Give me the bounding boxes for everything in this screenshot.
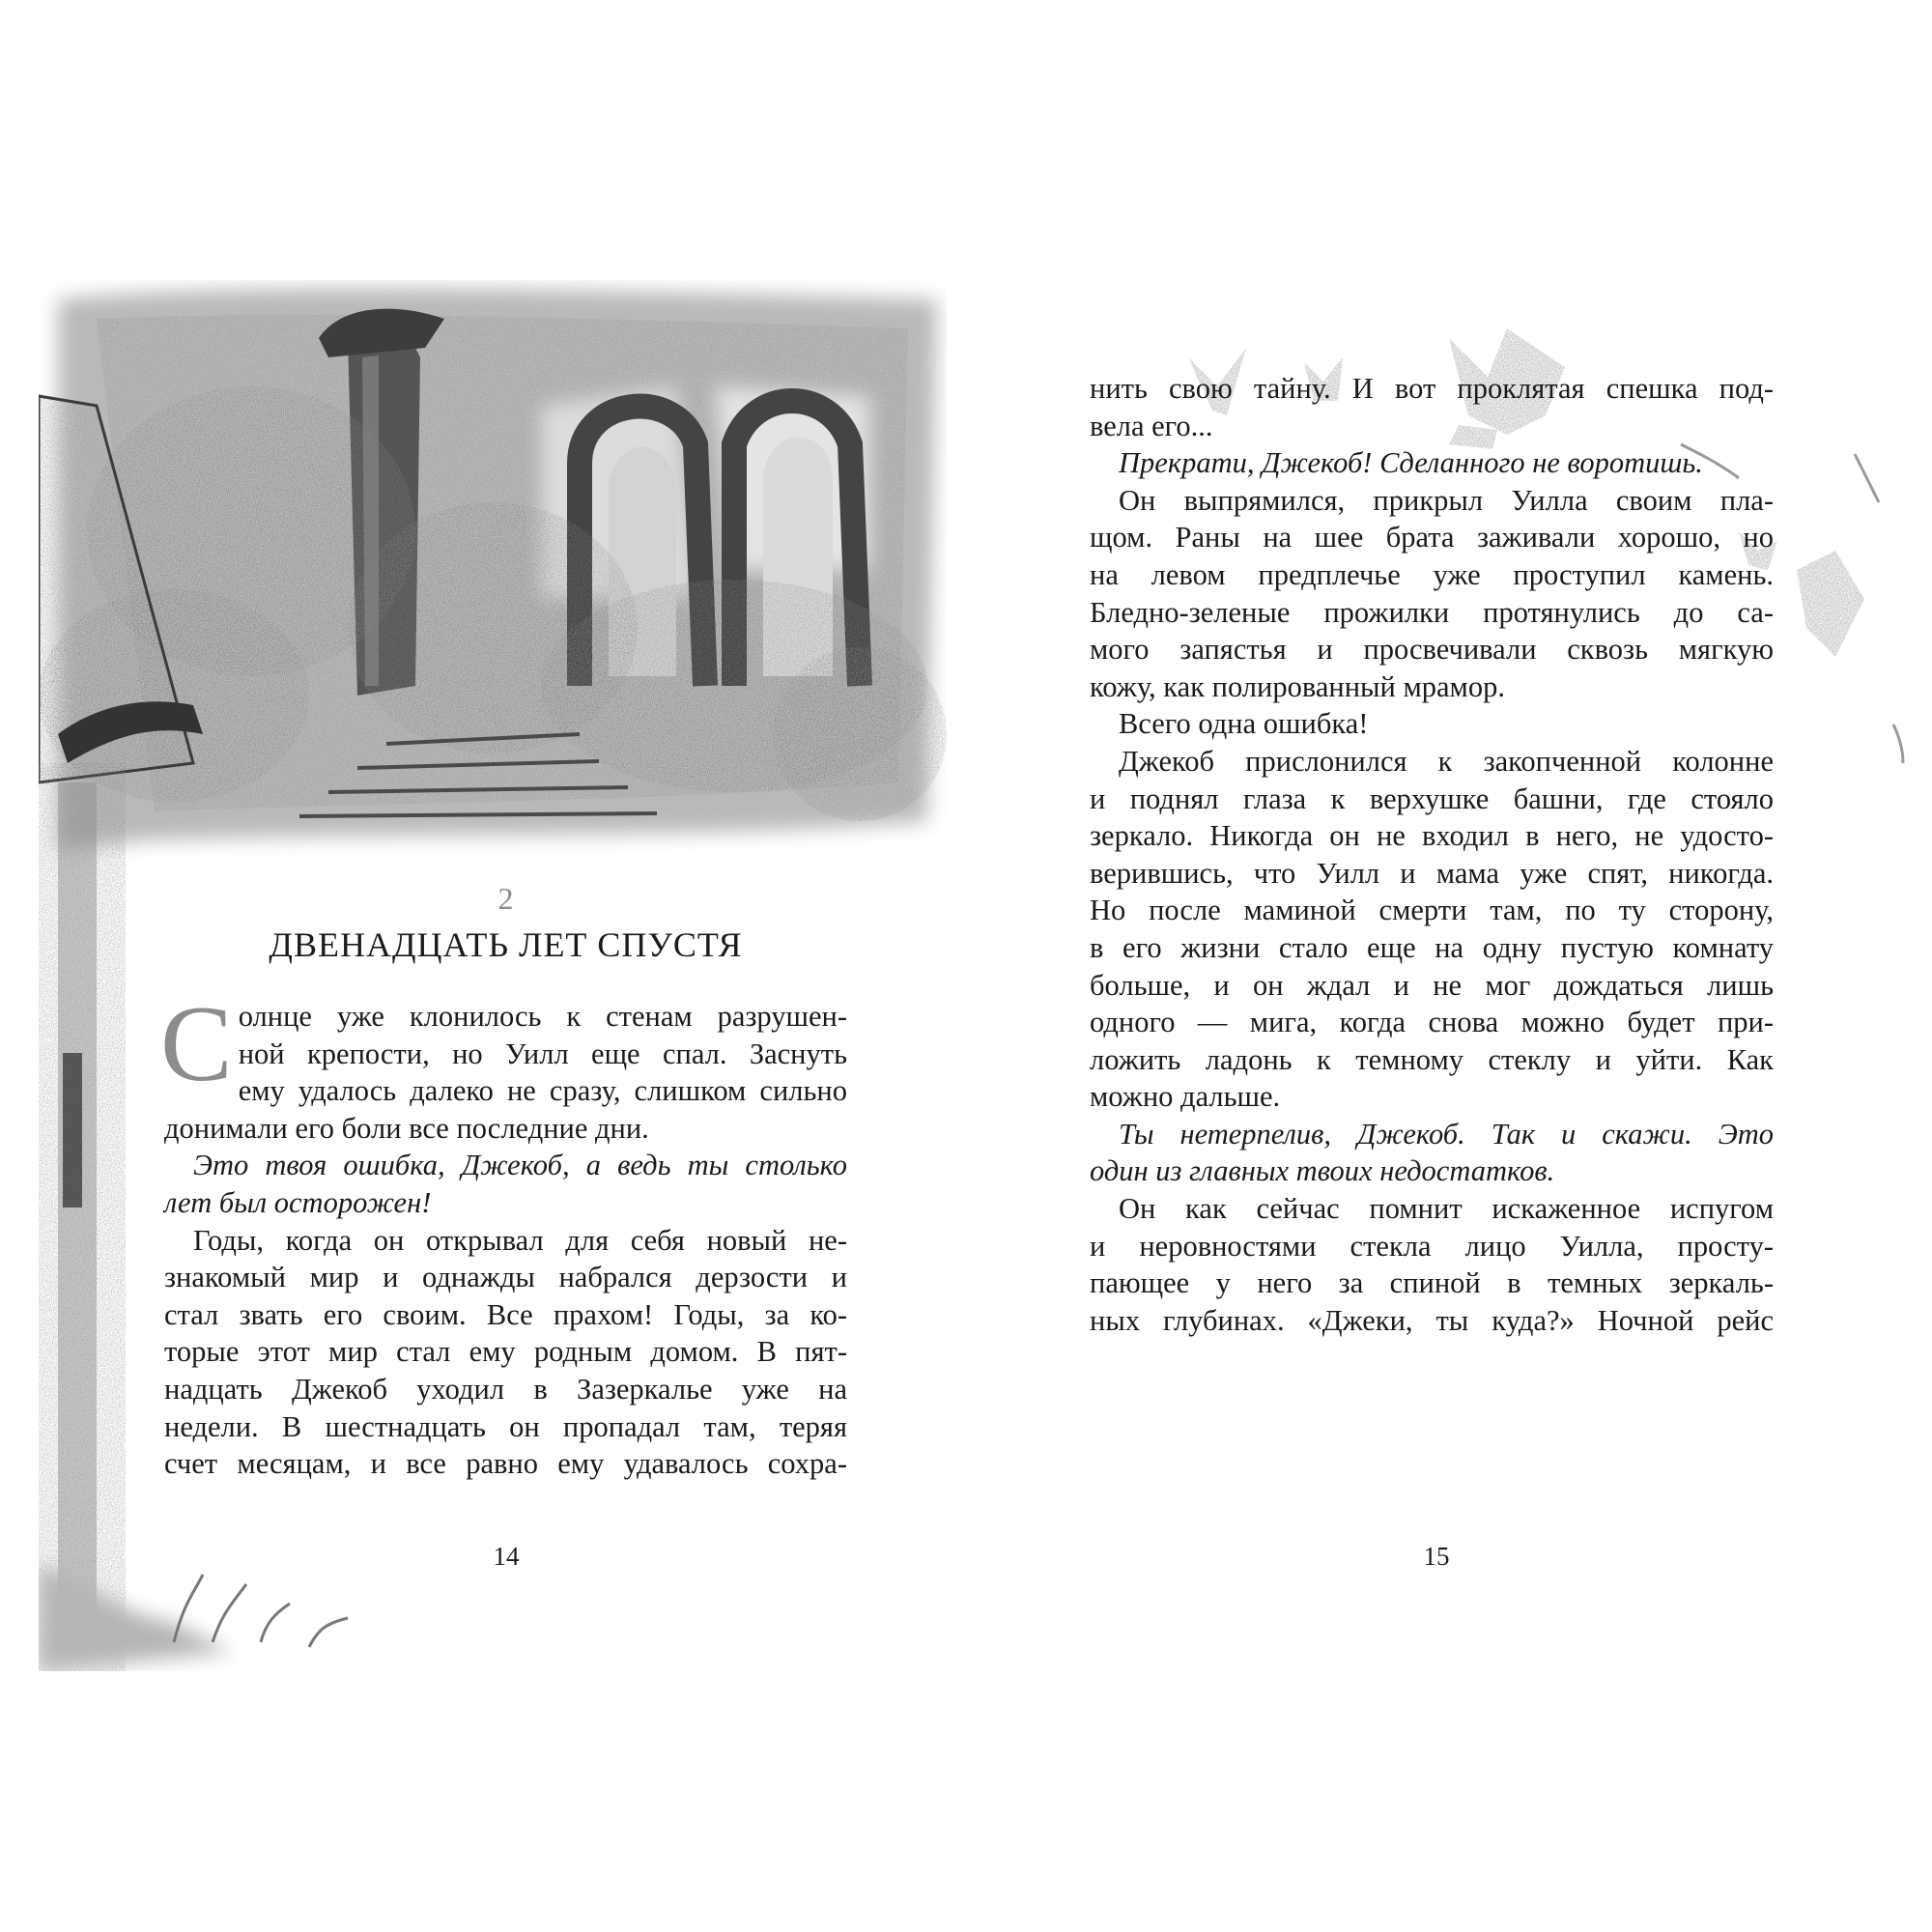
page-number-left: 14 [493, 1542, 520, 1571]
text-line: Джекоб прислонился к закопченной колонне [1119, 744, 1774, 778]
left-page-lines [164, 1072, 847, 1483]
right-page-text [1090, 370, 1774, 1339]
text-line: и неровностями стекла лицо Уилла, просту- [1090, 1229, 1774, 1263]
text-line: можно дальше. [1090, 1080, 1281, 1114]
text-line: Он выпрямился, прикрыл Уилла своим пла- [1119, 483, 1774, 517]
text-line: нить свою тайну. И вот проклятая спешка под- [1090, 372, 1774, 405]
chapter-title: ДВЕНАДЦАТЬ ЛЕТ СПУСТЯ [269, 925, 743, 964]
text-line: ложить ладонь к темному стеклу и уйти. Как [1090, 1042, 1774, 1076]
text-line: Всего одна ошибка! [1119, 707, 1369, 741]
right-page-lines [1090, 370, 1774, 1339]
text-line: Бледно-зеленые прожилки протянулись до са- [1090, 595, 1774, 629]
text-line: кожу, как полированный мрамор. [1090, 669, 1505, 703]
text-line: ему удалось далеко не сразу, слишком сильно [238, 1074, 847, 1108]
text-line: счет месяцам, и все равно ему удавалось сохра- [164, 1447, 847, 1481]
text-line: пающее у него за спиной в темных зеркаль- [1090, 1266, 1774, 1300]
left-page-text [160, 984, 847, 1483]
text-line: верившись, что Уилл и мама уже спят, никогда. [1090, 856, 1774, 890]
text-line: один из главных твоих недостатков. [1090, 1154, 1555, 1188]
chapter-number: 2 [497, 881, 514, 916]
text-line: одного — мига, когда снова можно будет при- [1090, 1006, 1774, 1039]
text-line: Он как сейчас помнит искаженное испугом [1119, 1192, 1774, 1226]
text-line: больше, и он ждал и не мог дождаться лишь [1090, 968, 1774, 1002]
text-line: знакомый мир и однажды набрался дерзости и [164, 1261, 847, 1294]
text-line: вела его... [1090, 409, 1213, 442]
dropcap: С [160, 984, 233, 1104]
text-line: ной крепости, но Уилл еще спал. Заснуть [238, 1037, 847, 1070]
fairy-edge-2 [1797, 551, 1864, 657]
text-line: Прекрати, Джекоб! Сделанного не воротишь. [1119, 446, 1703, 480]
page-number-right: 15 [1423, 1542, 1450, 1571]
text-line: зеркало. Никогда он не входил в него, не удосто- [1090, 819, 1774, 853]
text-line: щом. Раны на шее брата заживали хорошо, но [1090, 521, 1774, 554]
text-line: стал звать его своим. Все прахом! Годы, за ко- [164, 1297, 847, 1331]
text-line: Это твоя ошибка, Джекоб, а ведь ты столько [193, 1149, 847, 1182]
text-line: Годы, когда он открывал для себя новый не- [193, 1223, 847, 1257]
text-line: и поднял глаза к верхушке башни, где стояло [1090, 781, 1774, 815]
text-line: олнце уже клонилось к стенам разрушен- [238, 1000, 847, 1033]
text-line: ных глубинах. «Джеки, ты куда?» Ночной рейс [1090, 1303, 1774, 1337]
text-line: в его жизни стало еще на одну пустую комнату [1090, 930, 1774, 964]
text-line: недели. В шестнадцать он пропадал там, теряя [164, 1409, 847, 1443]
text-line: на левом предплечье уже проступил камень. [1090, 557, 1774, 591]
text-line: Но после маминой смерти там, по ту сторону, [1090, 894, 1774, 927]
text-line: донимали его боли все последние дни. [164, 1111, 649, 1145]
text-line: торые этот мир стал ему родным домом. В пят- [164, 1335, 847, 1369]
text-line: надцать Джекоб уходил в Зазеркалье уже на [164, 1372, 847, 1406]
text-line: лет был осторожен! [164, 1185, 432, 1219]
text-line: мого запястья и просвечивали сквозь мягкую [1090, 633, 1774, 667]
text-line: Ты нетерпелив, Джекоб. Так и скажи. Это [1119, 1117, 1774, 1151]
